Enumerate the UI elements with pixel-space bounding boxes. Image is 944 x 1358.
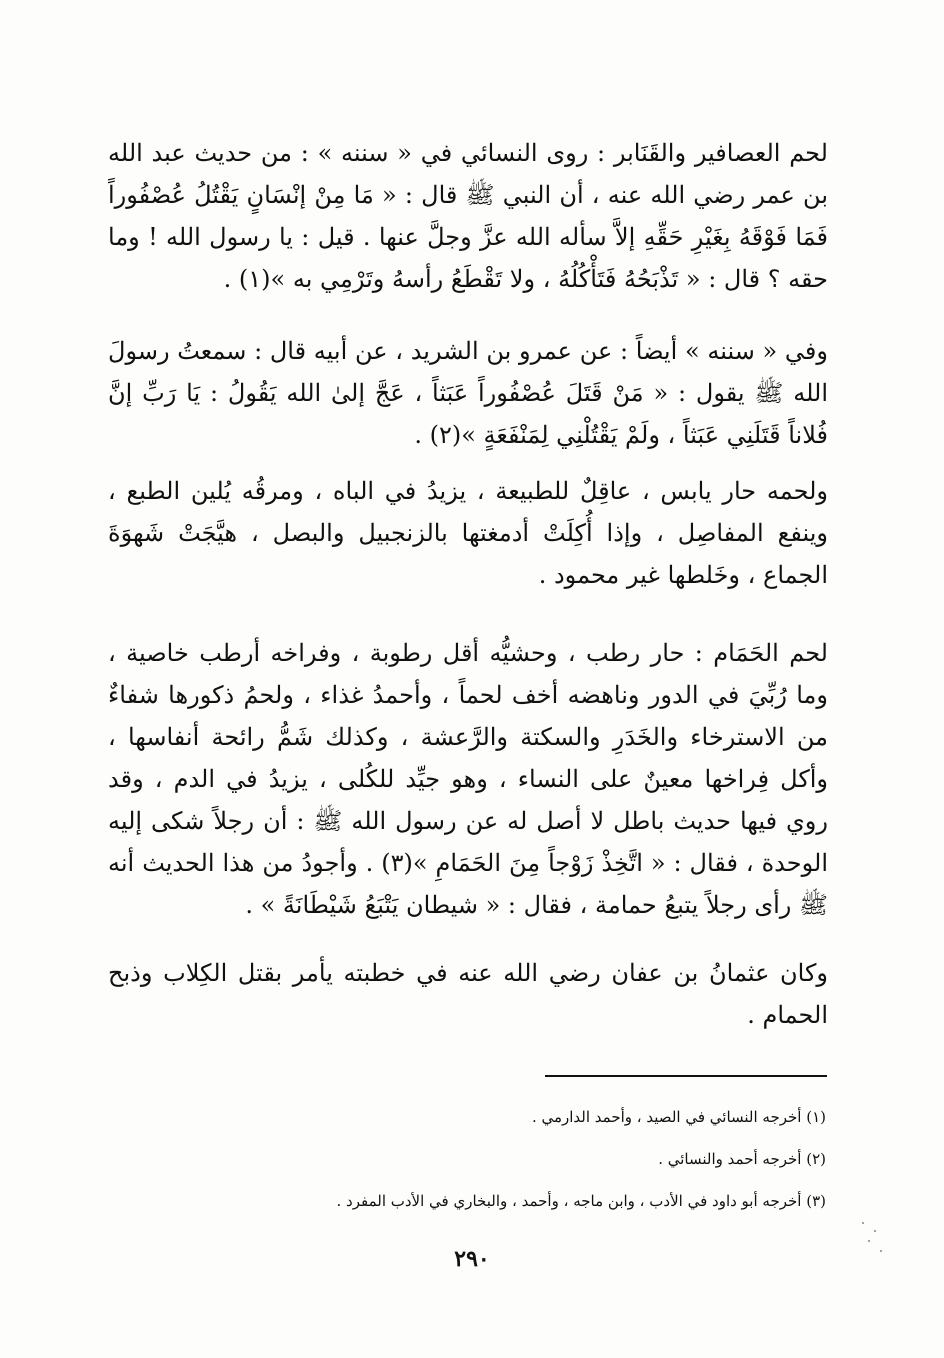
scan-speck	[874, 1230, 876, 1232]
footnote-1: (١) أخرجه النسائي في الصيد ، وأحمد الدارمي .	[531, 1108, 826, 1126]
paragraph-sparrow-meat: لحم العصافير والقَنَابر : روى النسائي في « سننه » : من حديث عبد الله بن عمر رضي الله عنه ، أن النبي ﷺ قال : « مَا مِنْ إنْسَانٍ يَقْتُلُ عُصْفُوراً فَمَا فَوْقَهُ بِغَيْرِ حَقِّهِ إلاَّ سأله الله عزَّ وجلَّ عنها . قيل : يا رسول الله ! وما حقه ؟ قال : « تَذْبَحُهُ فَتَأْكُلُهُ ، ولا تَقْطَعُ رأسهُ وتَرْمِي به »(١) .	[108, 139, 829, 293]
footnote-divider	[545, 1075, 827, 1077]
paragraph-uthman: وكان عثمانُ بن عفان رضي الله عنه في خطبته يأمر بقتل الكِلاب وذبح الحمام .	[108, 959, 828, 1029]
paragraph-sparrow-hadith: وفي « سننه » أيضاً : عن عمرو بن الشريد ، عن أبيه قال : سمعتُ رسولَ الله ﷺ يقول : « مَنْ قَتَلَ عُصْفُوراً عَبَثاً ، عَجَّ إلىٰ الله يَقُولُ : يَا رَبِّ إنَّ فُلاناً قَتَلَنِي عَبَثاً ، ولَمْ يَقْتُلْنِي لِمَنْفَعَةٍ »(٢) .	[108, 337, 828, 449]
scan-speck	[868, 1240, 870, 1242]
paragraph-pigeon-meat: لحم الحَمَام : حار رطب ، وحشيُّه أقل رطوبة ، وفراخه أرطب خاصية ، وما رُبِّيَ في الدور وناهضه أخف لحماً ، وأحمدُ غذاء ، ولحمُ ذكورها شفاءٌ من الاسترخاء والخَدَرِ والسكتة والرَّعشة ، وكذلك شَمُّ رائحة أنفاسها ، وأكل فِراخها معينٌ على النساء ، وهو جيِّد للكُلى ، يزيدُ في الدم ، وقد روي فيها حديث باطل لا أصل له عن رسول الله ﷺ : أن رجلاً شكى إليه الوحدة ، فقال : « اتَّخِذْ زَوْجاً مِنَ الحَمَامِ »(٣) . وأجودُ من هذا الحديث أنه ﷺ رأى رجلاً يتبعُ حمامة ، فقال : « شيطان يَتْبَعُ شَيْطَانَةً » .	[108, 639, 828, 919]
footnote-3: (٣) أخرجه أبو داود في الأدب ، وابن ماجه ، وأحمد ، والبخاري في الأدب المفرد .	[336, 1192, 826, 1210]
footnote-2: (٢) أخرجه أحمد والنسائي .	[658, 1150, 826, 1168]
footnotes	[108, 1096, 826, 1222]
page-number: ٢٩٠	[454, 1246, 490, 1272]
scan-speck	[880, 1250, 882, 1252]
paragraph-sparrow-properties: ولحمه حار يابس ، عاقِلٌ للطبيعة ، يزيدُ في الباه ، ومرقُه يُلين الطبع ، وينفع المفاصِل ، وإذا أُكِلَتْ أدمغتها بالزنجبيل والبصل ، هيَّجَتْ شَهوَةَ الجماع ، وخَلطها غير محمود .	[108, 477, 828, 589]
scan-speck	[862, 1222, 864, 1224]
